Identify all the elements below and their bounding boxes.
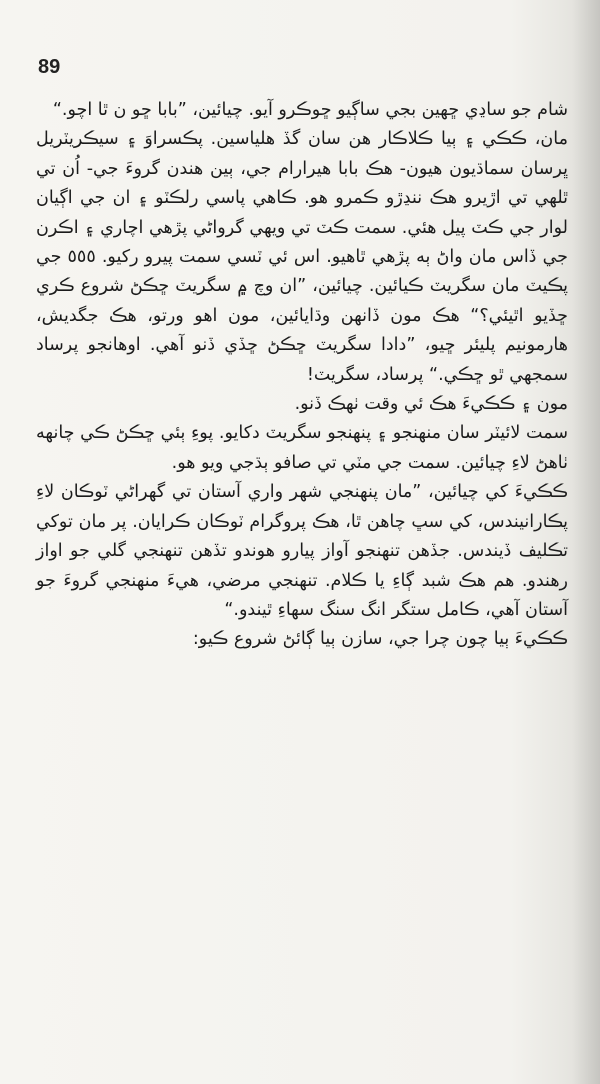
paragraph-4: سمت لائيٽر سان منهنجو ۽ پنهنجو سگريٽ دکايو. پوءِ ٻئي ڇڪڻ ڪي چانهه ٺاهڻ لاءِ چيائين. سمت جي مٽي تي صافو ٻڌجي ويو هو.: [36, 423, 568, 473]
paragraph-1: شام جو ساڍي ڇهين بجي ساڳيو ڇوڪرو آيو. چيائين، ”بابا ڇو ن ٿا اچو.“: [52, 100, 568, 120]
paragraph-3: مون ۽ ڪڪيءَ هڪ ئي وقت ٺهڪ ڏنو.: [294, 394, 568, 415]
page-number: 89: [38, 56, 61, 78]
page-edge-shadow: [572, 0, 600, 1084]
paragraph-6: ڪڪيءَ ٻيا چون چرا جي، سازن ٻيا ڳائڻ شروع ڪيو:: [192, 629, 568, 650]
paragraph-2: مان، ڪڪي ۽ ٻيا ڪلاڪار هن سان گڏ هلياسين. پڪسراوَ ۽ سيڪريٽريل ڀرسان سماڌيون هيون- هڪ بابا هيرارام جي، ٻين هندن گروءَ جي- اُن تي ٿلهي تي اڙيرو هڪ ننڍڙو ڪمرو هو. ڪاهي پاسي رلڪٽو ۽ ان جي اڳيان لوار جي ڪٽ پيل هئي. سمت ڪٽ تي ويهي گرواڻي پڙهي اچاري ۽ اڪرن جي ڏاس مان واڻ ٻه پڙهي ٿاهيو. اس ئي ٽسي سمت پيرو رکيو. ٥٥٥ جي پڪيٽ مان سگريٽ ڪيائين. چيائين، ”ان وچ ۾ سگريٽ ڇڪڻ شروع ڪري ڇڏيو اٿيئي؟“ هڪ مون ڏانهن وڌايائين، مون اهو ورتو، هڪ جگديش، هارمونيم پليئر ڇيو، ”دادا سگريٽ ڇڪڻ ڇڏي ڏنو آهي. اوهانجو پرساد سمجهي ٿو ڇڪي.“ پرساد، سگريٽ!: [36, 129, 568, 385]
paragraph-5: ڪڪيءَ کي چيائين، ”مان پنهنجي شهر واري آستان تي گهراڻي ٽوڪان لاءِ پڪارانيندس، کي سڀ چاهن ٿا، هڪ پروگرام ٽوڪان ڪرايان. پر مان توکي تڪليف ڏيندس. جڏهن تنهنجو آواز پيارو هوندو تڏهن تنهنجي گلي جو اواز رهندو. هم هڪ شبد ڳاءِ يا ڪلام. تنهنجي مرضي، هيءَ منهنجي گروءَ جو آستان آهي، ڪامل ستگر انگ سنگ سهاءِ ٿيندو.“: [36, 482, 568, 620]
body-text: [36, 96, 568, 655]
